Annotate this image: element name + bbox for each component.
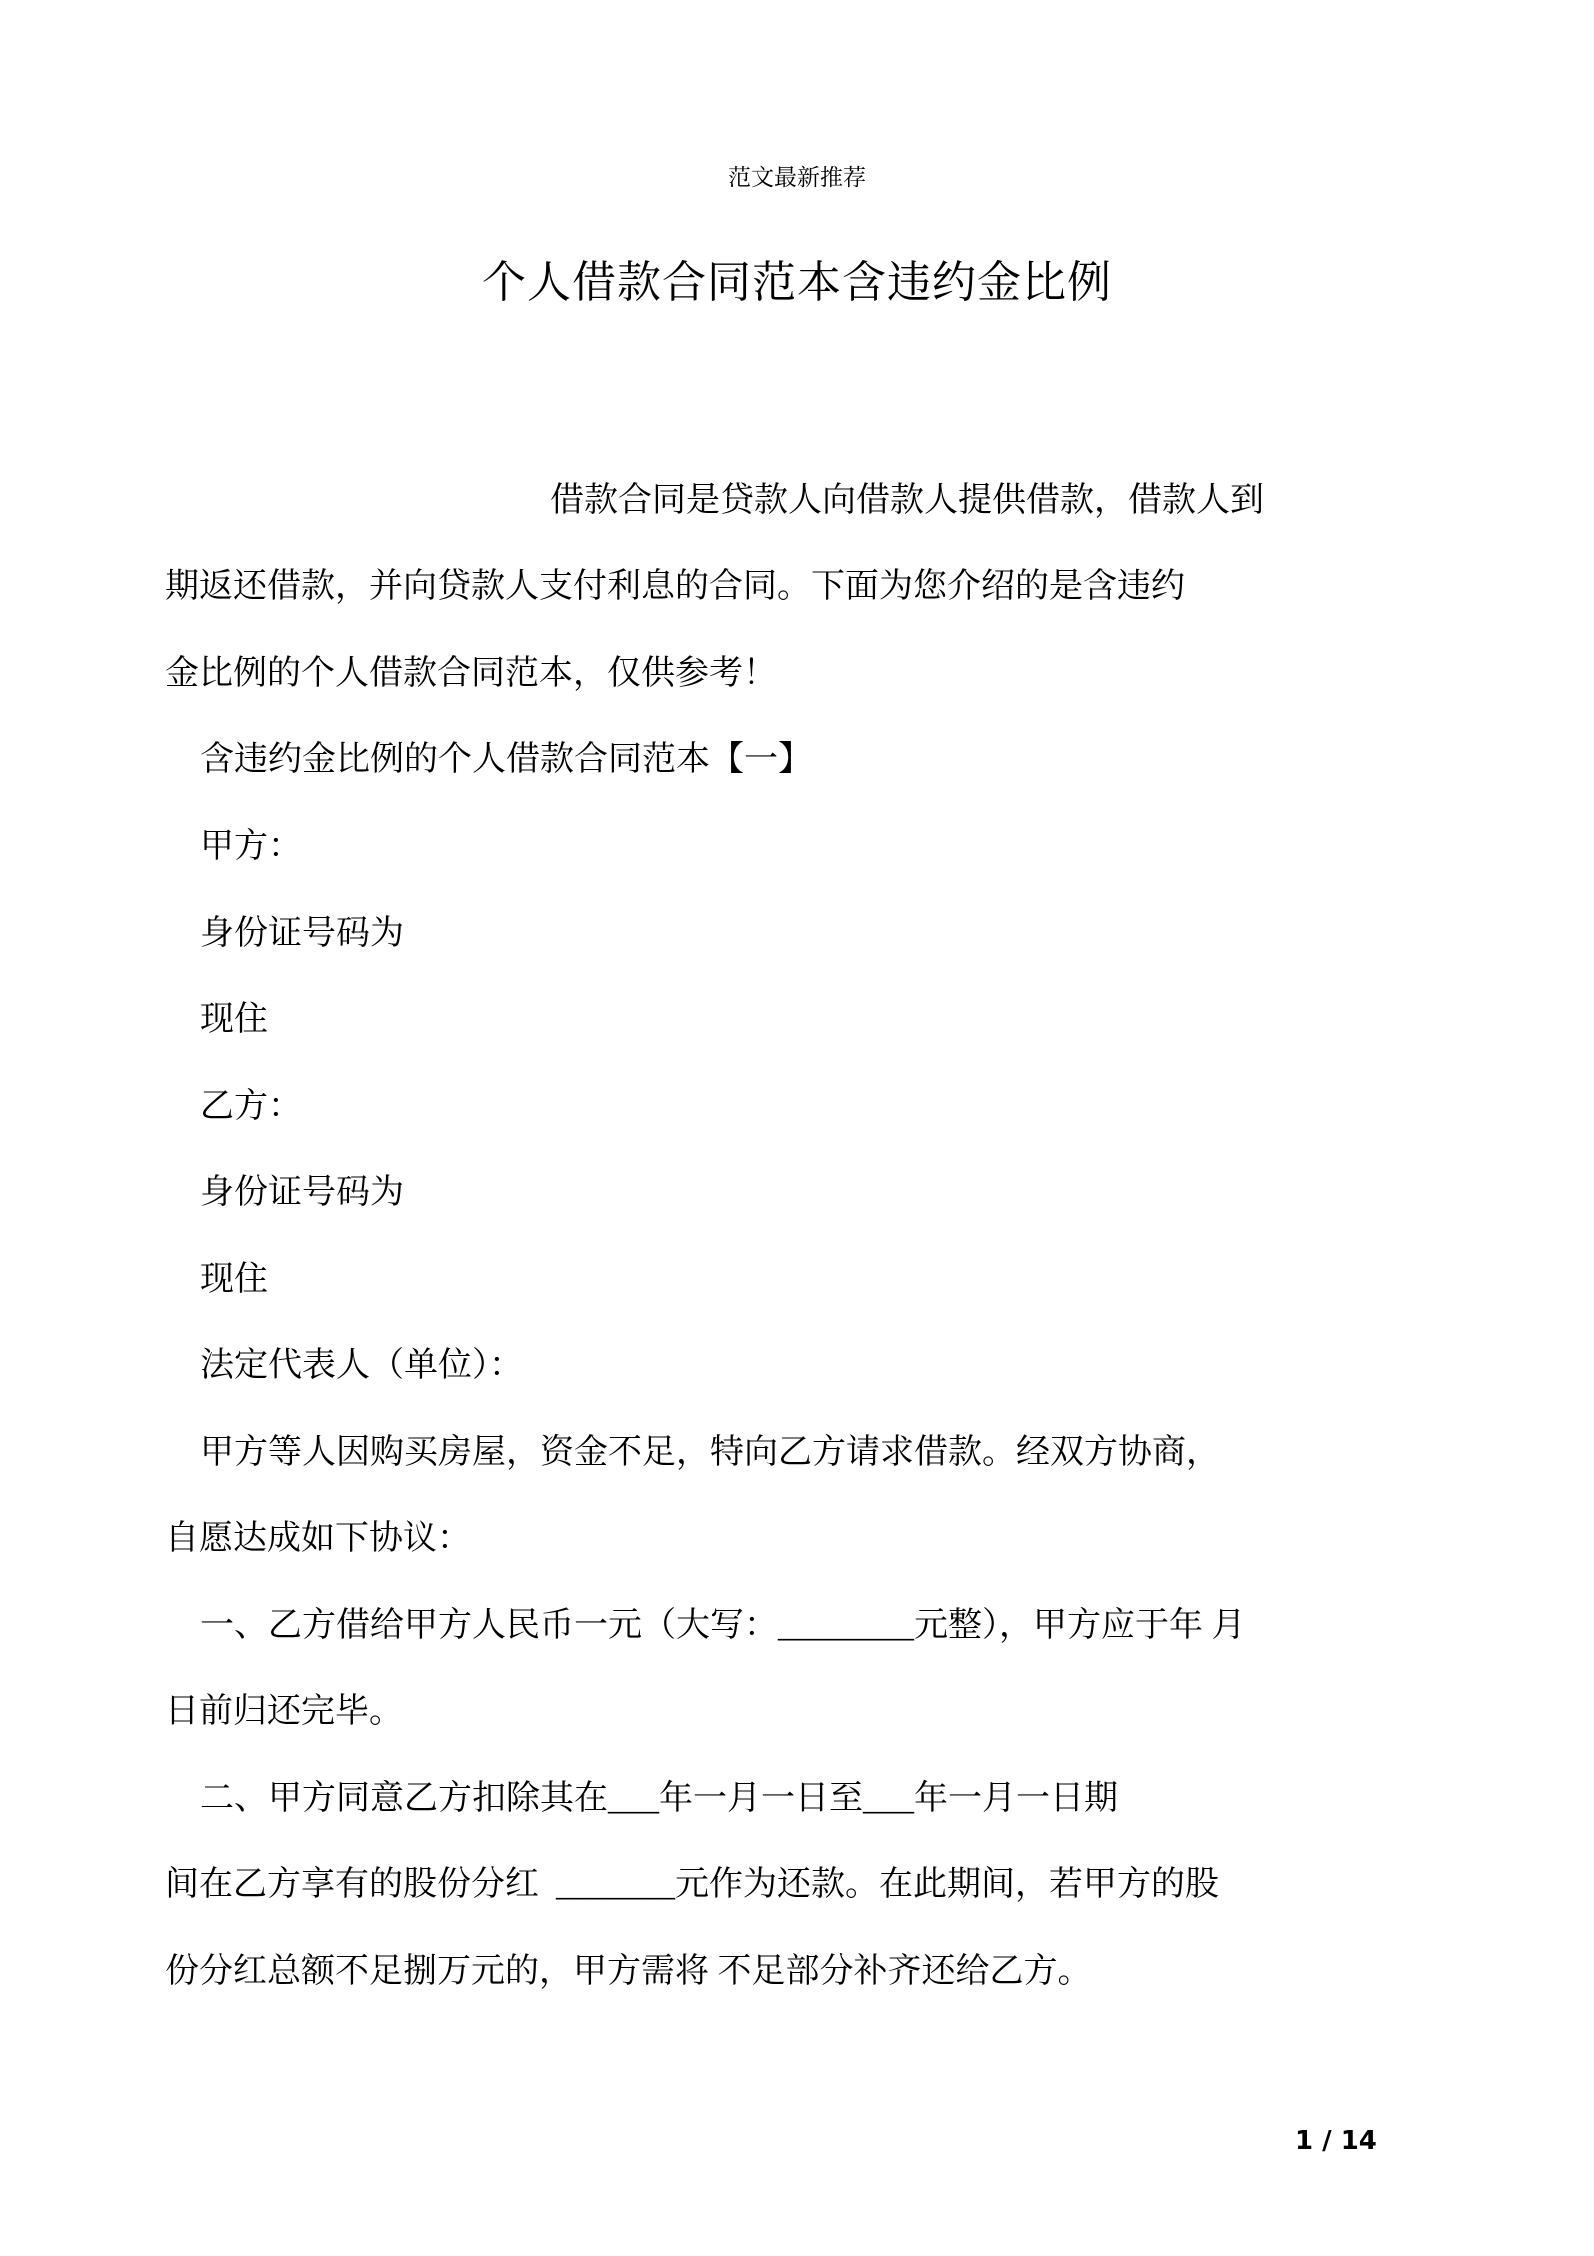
body-line: 现住	[200, 1001, 268, 1038]
document-header-text: 范文最新推荐	[728, 165, 866, 190]
body-line: 借款合同是贷款人向借款人提供借款，借款人到	[550, 482, 1264, 519]
body-line: 期返还借款，并向贷款人支付利息的合同。下面为您介绍的是含违约	[165, 568, 1185, 605]
body-line: 甲方等人因购买房屋，资金不足，特向乙方请求借款。经双方协商，	[200, 1434, 1220, 1471]
body-line: 身份证号码为	[200, 1174, 404, 1211]
body-line: 间在乙方享有的股份分红 _______元作为还款。在此期间，若甲方的股	[165, 1866, 1219, 1903]
body-line: 乙方：	[200, 1088, 302, 1125]
body-line: 一、乙方借给甲方人民币一元（大写：________元整），甲方应于年 月	[200, 1607, 1246, 1644]
body-line: 甲方：	[200, 828, 302, 865]
body-line: 现住	[200, 1261, 268, 1298]
body-line: 自愿达成如下协议：	[165, 1520, 471, 1557]
body-line: 份分红总额不足捌万元的，甲方需将 不足部分补齐还给乙方。	[165, 1953, 1092, 1990]
body-line: 二、甲方同意乙方扣除其在___年一月一日至___年一月一日期	[200, 1780, 1118, 1817]
document-title: 个人借款合同范本含违约金比例	[482, 258, 1112, 307]
body-line: 法定代表人（单位）：	[200, 1347, 523, 1384]
page-number: 1 / 14	[1295, 2126, 1377, 2156]
body-line: 金比例的个人借款合同范本，仅供参考！	[165, 655, 777, 692]
body-line: 日前归还完毕。	[165, 1693, 403, 1730]
body-line: 含违约金比例的个人借款合同范本【一】	[200, 741, 812, 778]
body-line: 身份证号码为	[200, 915, 404, 952]
